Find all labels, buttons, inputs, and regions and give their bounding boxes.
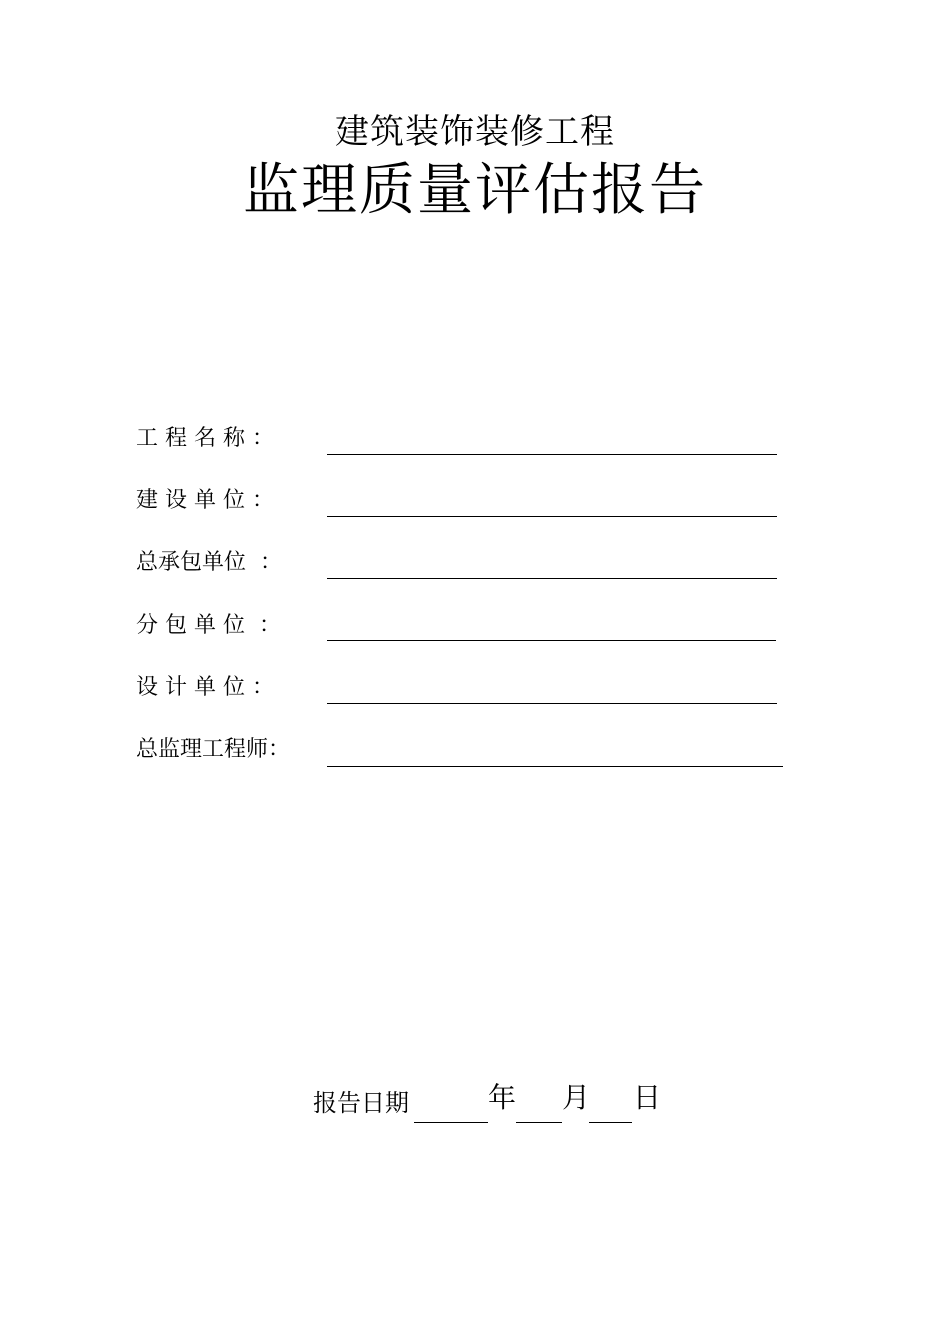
report-date-day-blank[interactable] <box>589 1122 632 1123</box>
field-blank-client[interactable] <box>327 516 777 517</box>
field-label-project-name: 工 程 名 称 ： <box>136 426 274 451</box>
field-blank-general-contractor[interactable] <box>327 578 777 579</box>
field-label-general-contractor: 总承包单位 ： <box>136 550 282 575</box>
report-date-month-blank[interactable] <box>516 1122 562 1123</box>
field-label-chief-supervisor: 总监理工程师： <box>136 737 291 762</box>
field-blank-designer[interactable] <box>327 703 777 704</box>
field-label-subcontractor: 分 包 单 位 ： <box>136 613 281 638</box>
field-blank-chief-supervisor[interactable] <box>327 766 783 767</box>
field-label-client: 建 设 单 位 ： <box>136 488 274 513</box>
field-label-designer: 设 计 单 位 ： <box>136 675 274 700</box>
report-date-label: 报告日期 <box>313 1089 409 1117</box>
report-date-month-unit: 月 <box>562 1081 591 1114</box>
document-subtitle: 建筑装饰装修工程 <box>335 112 615 152</box>
document-title: 监理质量评估报告 <box>243 158 707 223</box>
field-blank-subcontractor[interactable] <box>327 640 776 641</box>
field-blank-project-name[interactable] <box>327 454 777 455</box>
report-date-year-unit: 年 <box>488 1081 517 1114</box>
report-date-year-blank[interactable] <box>414 1122 488 1123</box>
report-date-day-unit: 日 <box>633 1081 662 1114</box>
